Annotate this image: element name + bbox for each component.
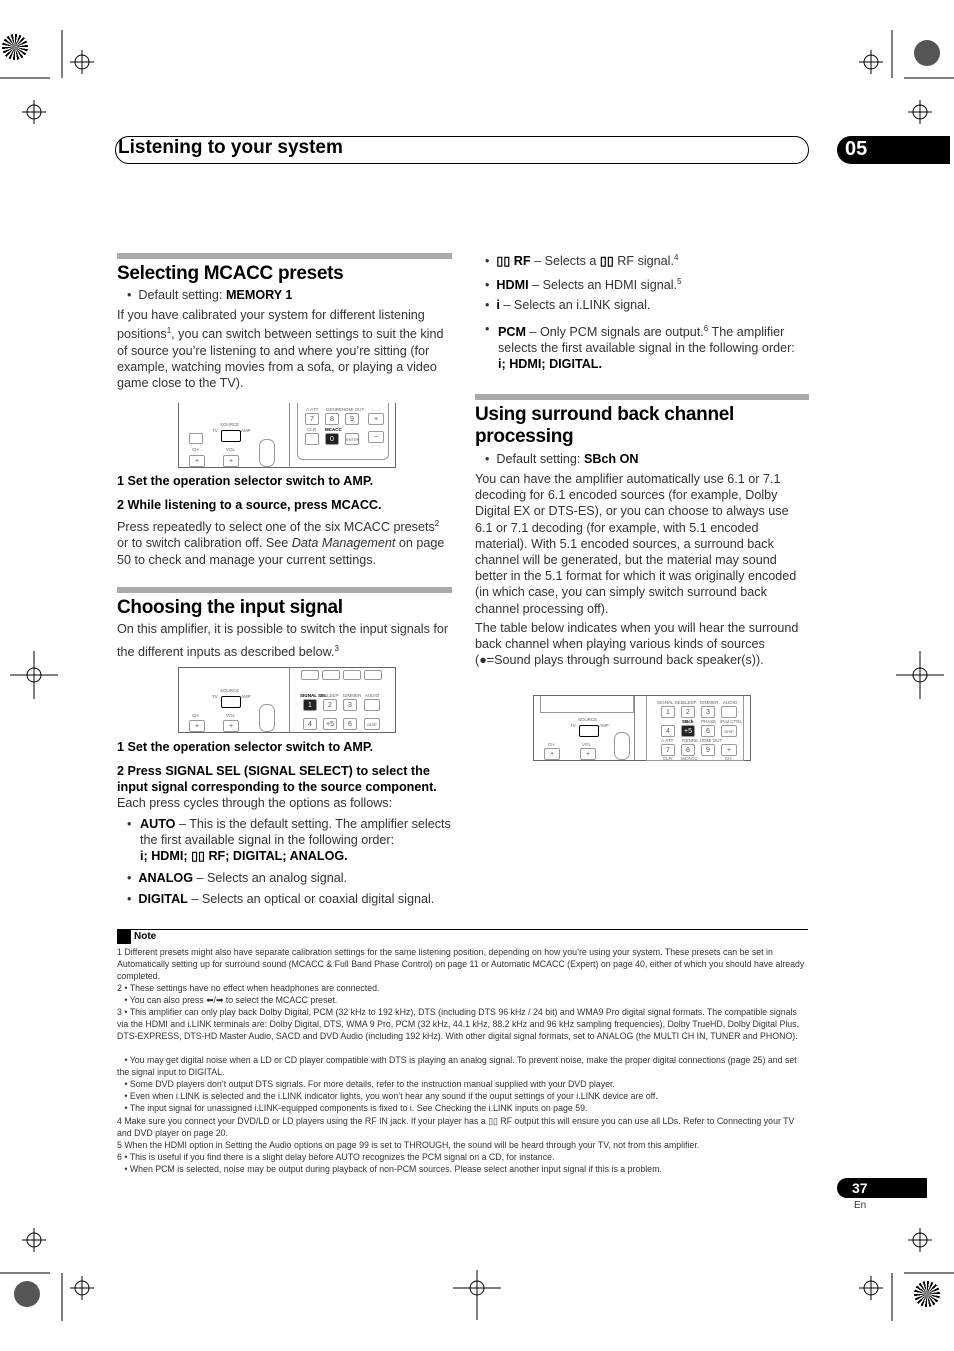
footnote-5: 5 When the HDMI option in Setting the Audio options on page 99 is set to THROUGH, the sound will be heard through your TV, not from this amplifier. <box>117 1140 700 1150</box>
mcacc-step-2: 2 While listening to a source, press MCACC. <box>117 498 382 512</box>
footnote-4: 4 Make sure you connect your DVD/LD or LD players using the RF IN jack. If your player has a ▯▯ RF output this will ensure you can use all LDs. Refer to Connecting your TV and DVD player on page 20. <box>117 1116 795 1138</box>
mcacc-step-2-text: Press repeatedly to select one of the six MCACC presets$^2$ or to switch calibration off. See Data Management on page 50 to check and manage your current settings. <box>117 519 445 567</box>
input-step-1: 1 Set the operation selector switch to AMP. <box>117 740 374 754</box>
footnote-3d: • Even when i.LINK is selected and the i.LINK indicator lights, you won’t hear any sound if the ouput settings of your i.LINK device are off. <box>117 1091 658 1101</box>
option-auto: • AUTO – This is the default setting. The amplifier selects the first available signal in the following order: i; HDMI; ▯▯ RF; DIGITAL; ANALOG. <box>127 817 451 863</box>
footnote-3c: • Some DVD players don’t output DTS signals. For more details, refer to the instruction manual supplied with your DVD player. <box>117 1079 615 1089</box>
note-divider <box>117 929 808 930</box>
option-pcm: • PCM – Only PCM signals are output.$^6$ The amplifier selects the first available signal in the following order: i; HDMI; DIGITAL. <box>485 322 795 372</box>
note-icon <box>117 930 131 944</box>
option-digital: • DIGITAL – Selects an optical or coaxial digital signal. <box>127 892 435 906</box>
page-number-tab <box>837 1178 927 1198</box>
chapter-number: 05 <box>845 138 868 160</box>
option-hdmi: • HDMI – Selects an HDMI signal.$^5$ <box>485 277 682 293</box>
page-number: 37 <box>852 1180 868 1196</box>
surround-para-2: The table below indicates when you will hear the surround back channel when playing various kinds of sources (●=Sound plays through surround back speaker(s)). <box>475 621 799 668</box>
surround-default: • Default setting: SBch ON <box>485 452 639 466</box>
heading-surround-back: Using surround back channel processing <box>475 404 735 447</box>
footnote-1: 1 Different presets might also have separate calibration settings for the same listening position, depending on how you’re using your system. These presets can be set in Automatically setting up for surround sound (MCACC & Full Band Phase Control) on page 11 or Automatic MCACC (Expert) on page 40, either of which you should have already completed. <box>117 947 805 981</box>
heading-mcacc: Selecting MCACC presets <box>117 263 344 284</box>
mcacc-intro: If you have calibrated your system for different listening positions$^1$, you can switch between settings to suit the kind of source you’re listening to and where you’re sitting (for example, watching movies from a sofa, or playing a video game close to the TV). <box>117 308 444 390</box>
footnote-2a: 2 • These settings have no effect when headphones are connected. <box>117 983 380 993</box>
chapter-number-tab <box>837 136 950 164</box>
option-ilink: • i – Selects an i.LINK signal. <box>485 298 651 312</box>
remote-illustration-signal-sel: SOURCE TV AMP CH VOL + + SIGNAL SEL SLEEP DIMMER AUDIO 1 2 3 4 +5 6 DISP <box>178 667 396 733</box>
input-step-2-text: Each press cycles through the options as follows: <box>117 796 393 810</box>
footnote-3a: 3 • This amplifier can only play back Dolby Digital, PCM (32 kHz to 192 kHz), DTS (including DTS 96 kHz / 24 bit) and WMA9 Pro digital signal formats. The compatible signals via the HDMI and i.LINK terminals are: Dolby Digital, DTS, WMA 9 Pro, PCM (32 kHz, 44.1 kHz, 88.2 kHz and 96 kHz sampling frequencies), Dolby TrueHD, Dolby Digital Plus, DTS-EXPRESS, DTS-HD Master Audio, SACD and DVD Audio (including 192 kHz). With other digital signal formats, set to ANALOG (the MULTI CH IN, TUNER and PHONO). <box>117 1007 800 1041</box>
section-bar-input <box>117 587 452 593</box>
chapter-title: Listening to your system <box>118 137 343 158</box>
section-bar-surround <box>475 394 809 400</box>
footnote-3e: • The input signal for unassigned i.LINK-equipped components is fixed to i. See Checking the i.LINK inputs on page 59. <box>117 1103 588 1113</box>
footnote-6a: 6 • This is useful if you find there is a slight delay before AUTO recognizes the PCM signal on a CD, for instance. <box>117 1152 555 1162</box>
input-intro: On this amplifier, it is possible to switch the input signals for the different inputs as described below.$^3$ <box>117 622 449 660</box>
footnote-6b: • When PCM is selected, noise may be output during playback of non-PCM sources. Please select another input signal if this is a problem. <box>117 1164 662 1174</box>
remote-illustration-sbch: SOURCE TV AMP CH VOL + + SIGNAL SEL SLEEP DIMMER AUDIO 1 2 3 SBch PHASE iPod CTRL 4 +5 6 DISP A.ATT GENRE HDMI OUT 7 8 9 + CLR MCACC CH <box>533 695 751 761</box>
language-code: En <box>854 1200 867 1211</box>
mcacc-default: • Default setting: MEMORY 1 <box>127 288 293 302</box>
note-label: Note <box>134 931 157 942</box>
option-rf: • ▯▯ RF – Selects a ▯▯ RF signal.$^4$ <box>485 253 679 269</box>
footnote-2b: • You can also press ⬅/➡ to select the MCACC preset. <box>117 995 338 1005</box>
heading-input-signal: Choosing the input signal <box>117 597 343 618</box>
mcacc-step-1: 1 Set the operation selector switch to AMP. <box>117 474 374 488</box>
footnote-3b: • You may get digital noise when a LD or CD player compatible with DTS is playing an analog signal. To prevent noise, make the proper digital connections (page 25) and set the signal input to DIGITAL. <box>117 1055 800 1077</box>
input-step-2: 2 Press SIGNAL SEL (SIGNAL SELECT) to select the input signal corresponding to the source component. <box>117 764 437 794</box>
option-analog: • ANALOG – Selects an analog signal. <box>127 871 348 885</box>
section-bar-mcacc <box>117 253 452 259</box>
remote-illustration-mcacc: SOURCE TV AMP CH VOL + + A.ATT GENRE HDMI OUT 7 8 9 + CLR MCACC 0 ENTER − <box>178 403 396 468</box>
surround-para-1: You can have the amplifier automatically use 6.1 or 7.1 decoding for 6.1 encoded sources (for example, Dolby Digital EX or DTS-ES), or you can choose to always use 6.1 or 7.1 decoding (for example, with 5.1 encoded material). With 5.1 encoded sources, a surround back channel will be generated, but the material may sound better in the 5.1 format for which it was originally encoded (in which case, you can simply switch surround back channel processing off). <box>475 472 797 616</box>
